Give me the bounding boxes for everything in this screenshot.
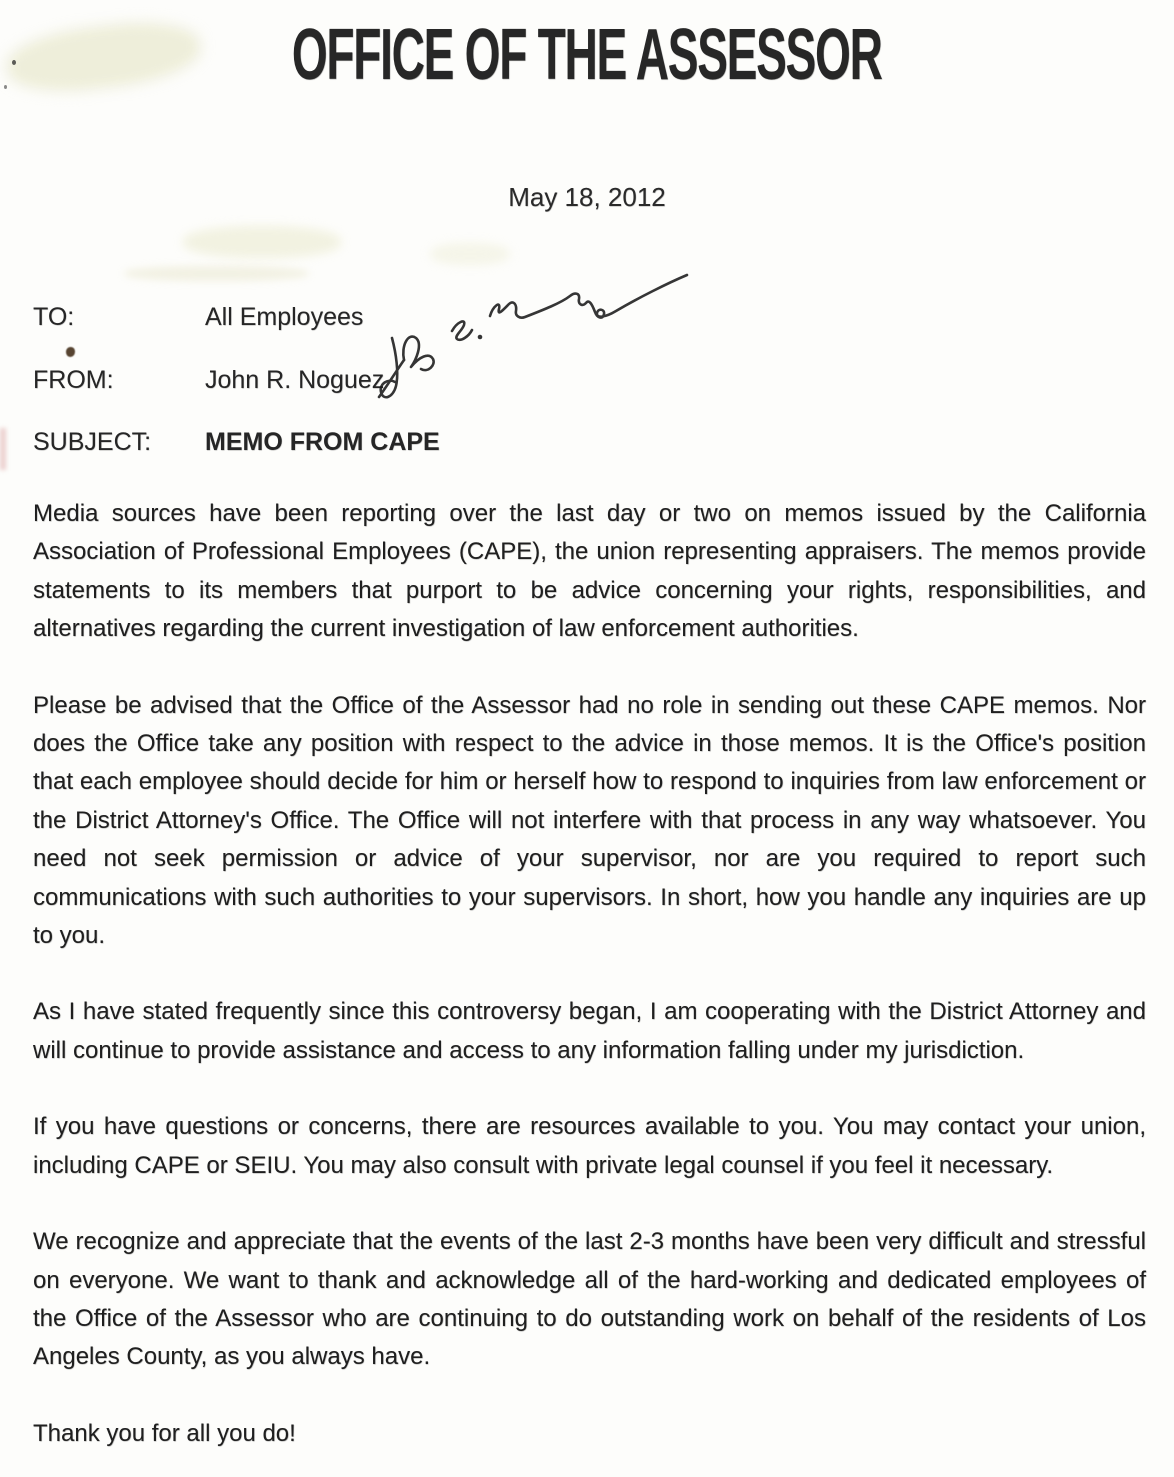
memo-paragraph: We recognize and appreciate that the events of the last 2-3 months have been very difficult and stressful on everyone. We want to thank and acknowledge all of the hard-working and dedicated employees of the Office of the Assessor who are continuing to do outstanding work on behalf of the residents of Los Angeles County, as you always have. xyxy=(33,1228,1146,1371)
scan-smudge xyxy=(183,226,341,258)
memo-closing: Thank you for all you do! xyxy=(33,1419,296,1447)
page-title: OFFICE OF THE ASSESSOR xyxy=(292,15,882,95)
to-label: TO: xyxy=(33,303,75,331)
ink-speck xyxy=(66,347,75,357)
from-label: FROM: xyxy=(33,366,114,394)
memo-from-row xyxy=(33,366,384,395)
to-value: All Employees xyxy=(205,303,364,331)
signature-scribble xyxy=(368,268,708,418)
scan-streak xyxy=(0,428,6,470)
memo-body xyxy=(33,495,1146,1477)
scan-smudge xyxy=(124,266,309,281)
memo-date: May 18, 2012 xyxy=(508,182,666,212)
from-value: John R. Noguez xyxy=(205,366,385,394)
memo-paragraph: Please be advised that the Office of the Assessor had no role in sending out these CAPE memos. Nor does the Office take any position with respect to the advice in those memos. It is the Office's position that each employee should decide for him or herself how to respond to inquiries from law enforcement or the District Attorney's Office. The Office will not interfere with that process in any way whatsoever. You need not seek permission or advice of your supervisor, nor are you required to report such communications with such authorities to your supervisors. In short, how you handle any inquiries are up to you. xyxy=(33,691,1146,950)
memo-paragraph: If you have questions or concerns, there are resources available to you. You may contact your union, including CAPE or SEIU. You may also consult with private legal counsel if you feel it necessary. xyxy=(33,1113,1146,1179)
memo-subject-row xyxy=(33,428,440,457)
scan-smudge xyxy=(430,243,510,265)
subject-label: SUBJECT: xyxy=(33,428,152,456)
subject-value: MEMO FROM CAPE xyxy=(205,428,440,456)
memo-paragraph: Media sources have been reporting over the last day or two on memos issued by the California Association of Professional Employees (CAPE), the union representing appraisers. The memos provide statements to its members that purport to be advice concerning your rights, responsibilities, and alternatives regarding the current investigation of law enforcement authorities. xyxy=(33,500,1146,643)
memo-to-row xyxy=(33,303,363,332)
memo-paragraph: As I have stated frequently since this controversy began, I am cooperating with the District Attorney and will continue to provide assistance and access to any information falling under my jurisdiction. xyxy=(33,998,1146,1064)
